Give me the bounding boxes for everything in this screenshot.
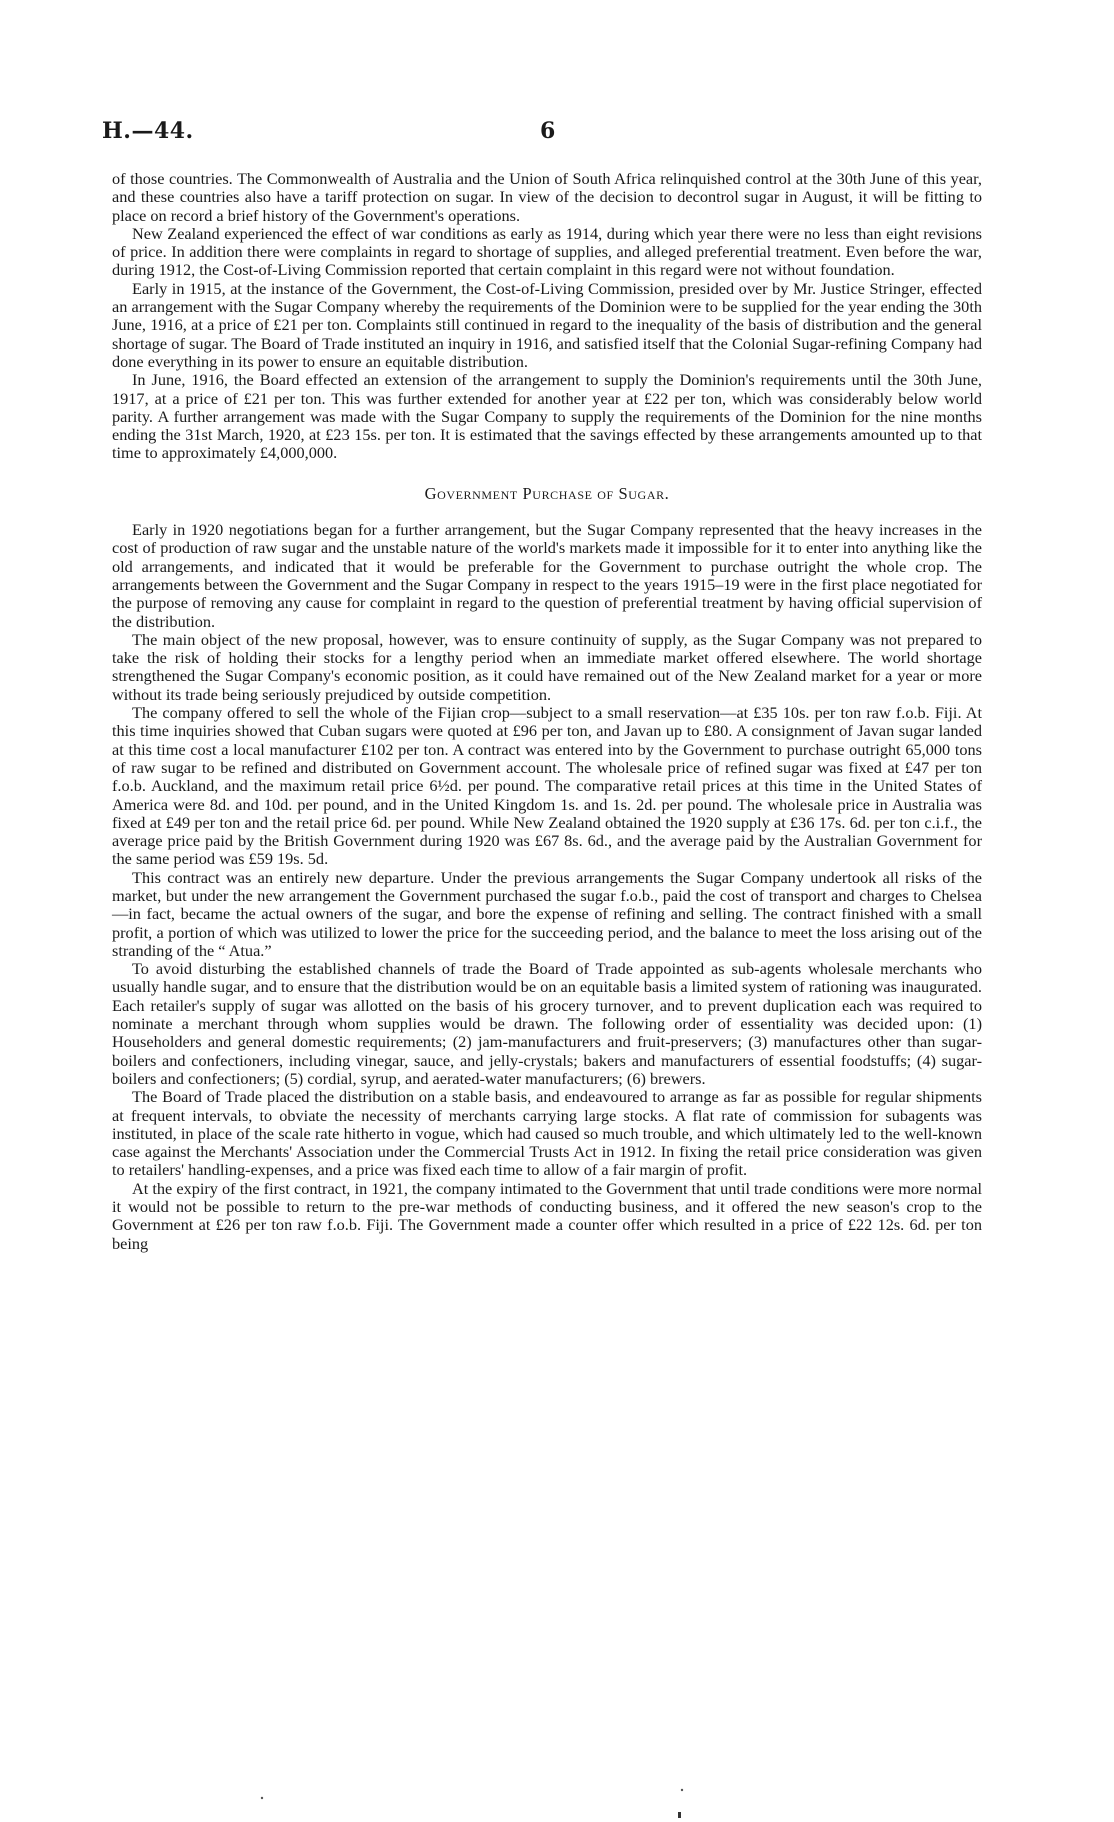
speck [261,1797,263,1799]
paragraph: The company offered to sell the whole of the Fijian crop—subject to a small reservation—at £35 10s. per ton raw f.o.b. Fiji. At this time inquiries showed that Cuban sugars were quoted at £96 per ton, and Javan up to £80. A consignment of Javan sugar landed at this time cost a local manufacturer £102 per ton. A contract was entered into by the Government to purchase outright 65,000 tons of raw sugar to be refined and distributed on Government account. The wholesale price of refined sugar was fixed at £47 per ton f.o.b. Auckland, and the maximum retail price 6½d. per pound. The comparative retail prices at this time in the United States of America were 8d. and 10d. per pound, and in the United Kingdom 1s. and 1s. 2d. per pound. The wholesale price in Australia was fixed at £49 per ton and the retail price 6d. per pound. While New Zealand obtained the 1920 supply at £36 17s. 6d. per ton c.i.f., the average price paid by the British Government during 1920 was £67 8s. 6d., and the average paid by the Australian Government for the same period was £59 19s. 5d. [112,703,982,869]
paragraph: This contract was an entirely new departure. Under the previous arrangements the Sugar Company undertook all risks of the market, but under the new arrangement the Government purchased the sugar f.o.b., paid the cost of transport and charges to Chelsea—in fact, became the actual owners of the sugar, and bore the expense of refining and selling. The contract finished with a small profit, a portion of which was utilized to lower the price for the succeeding period, and the balance to meet the loss arising out of the stranding of the “ Atua.” [112,867,982,960]
paragraph: In June, 1916, the Board effected an extension of the arrangement to supply the Dominion's requirements until the 30th June, 1917, at a price of £21 per ton. This was further extended for another year at £22 per ton, which was considerably below world parity. A further arrangement was made with the Sugar Company to supply the requirements of the Dominion for the nine months ending the 31st March, 1920, at £23 15s. per ton. It is estimated that the savings effected by these arrangements amounted up to that time to approximately £4,000,000. [112,370,982,463]
paragraph: of those countries. The Commonwealth of Australia and the Union of South Africa relinquished control at the 30th June of this year, and these countries also have a tariff protection on sugar. In view of the decision to decontrol sugar in August, it will be fitting to place on record a brief history of the Government's operations. [112,169,982,225]
body-text [112,170,982,1253]
paragraph: Early in 1920 negotiations began for a further arrangement, but the Sugar Company represented that the heavy increases in the cost of production of raw sugar and the unstable nature of the world's markets made it impossible for it to enter into anything like the old arrangements, and indicated that it would be preferable for the Government to purchase outright the whole crop. The arrangements between the Government and the Sugar Company in respect to the years 1915–19 were in the first place negotiated for the purpose of removing any cause for complaint in regard to the question of preferential treatment by having official supervision of the distribution. [112,520,982,631]
paragraph: Early in 1915, at the instance of the Government, the Cost-of-Living Commission, presided over by Mr. Justice Stringer, effected an arrangement with the Sugar Company whereby the requirements of the Dominion were to be supplied for the year ending the 30th June, 1916, at a price of £21 per ton. Complaints still continued in regard to the inequality of the basis of distribution and the general shortage of sugar. The Board of Trade instituted an inquiry in 1916, and satisfied itself that the Colonial Sugar-refining Company had done everything in its power to ensure an equitable distribution. [112,278,982,371]
section-heading: Government Purchase of Sugar. [424,483,670,503]
paragraph: To avoid disturbing the established channels of trade the Board of Trade appointed as sub-agents wholesale merchants who usually handle sugar, and to ensure that the distribution would be on an equitable basis a limited system of rationing was inaugurated. Each retailer's supply of sugar was allotted on the basis of his grocery turnover, and to prevent duplication each was required to nominate a merchant through whom supplies would be drawn. The following order of essentiality was decided upon: (1) Householders and general domestic requirements; (2) jam-manufacturers and fruit-preservers; (3) manufactures other than sugar-boilers and confectioners, including vinegar, sauce, and jelly-crystals; bakers and manufacturers of essential foodstuffs; (4) sugar-boilers and confectioners; (5) cordial, syrup, and aerated-water manufacturers; (6) brewers. [112,959,982,1088]
document-reference: H.—44. [102,118,194,144]
running-head [102,118,982,148]
speck [678,1812,681,1818]
paragraph: The Board of Trade placed the distribution on a stable basis, and endeavoured to arrange as far as possible for regular shipments at frequent intervals, to obviate the necessity of merchants carrying large stocks. A flat rate of commission for subagents was instituted, in place of the scale rate hitherto in vogue, which had caused so much trouble, and which ultimately led to the well-known case against the Merchants' Association under the Commercial Trusts Act in 1912. In fixing the retail price consideration was given to retailers' handling-expenses, and a price was fixed each time to allow of a fair margin of profit. [112,1087,982,1180]
paragraph: The main object of the new proposal, however, was to ensure continuity of supply, as the Sugar Company was not prepared to take the risk of holding their stocks for a lengthy period when an immediate market offered elsewhere. The world shortage strengthened the Sugar Company's economic position, as it could have remained out of the New Zealand market for a year or more without its trade being seriously prejudiced by outside competition. [112,629,982,704]
speck [681,1789,683,1791]
page-number: 6 [540,118,556,144]
paragraph: New Zealand experienced the effect of war conditions as early as 1914, during which year there were no less than eight revisions of price. In addition there were complaints in regard to shortage of supplies, and alleged preferential treatment. Even before the war, during 1912, the Cost-of-Living Commission reported that certain complaint in this regard were not without foundation. [112,223,982,280]
paragraph: At the expiry of the first contract, in 1921, the company intimated to the Government that until trade conditions were more normal it would not be possible to return to the pre-war methods of conducting business, and it offered the new season's crop to the Government at £26 per ton raw f.o.b. Fiji. The Government made a counter offer which resulted in a price of £22 12s. 6d. per ton being [112,1178,982,1253]
